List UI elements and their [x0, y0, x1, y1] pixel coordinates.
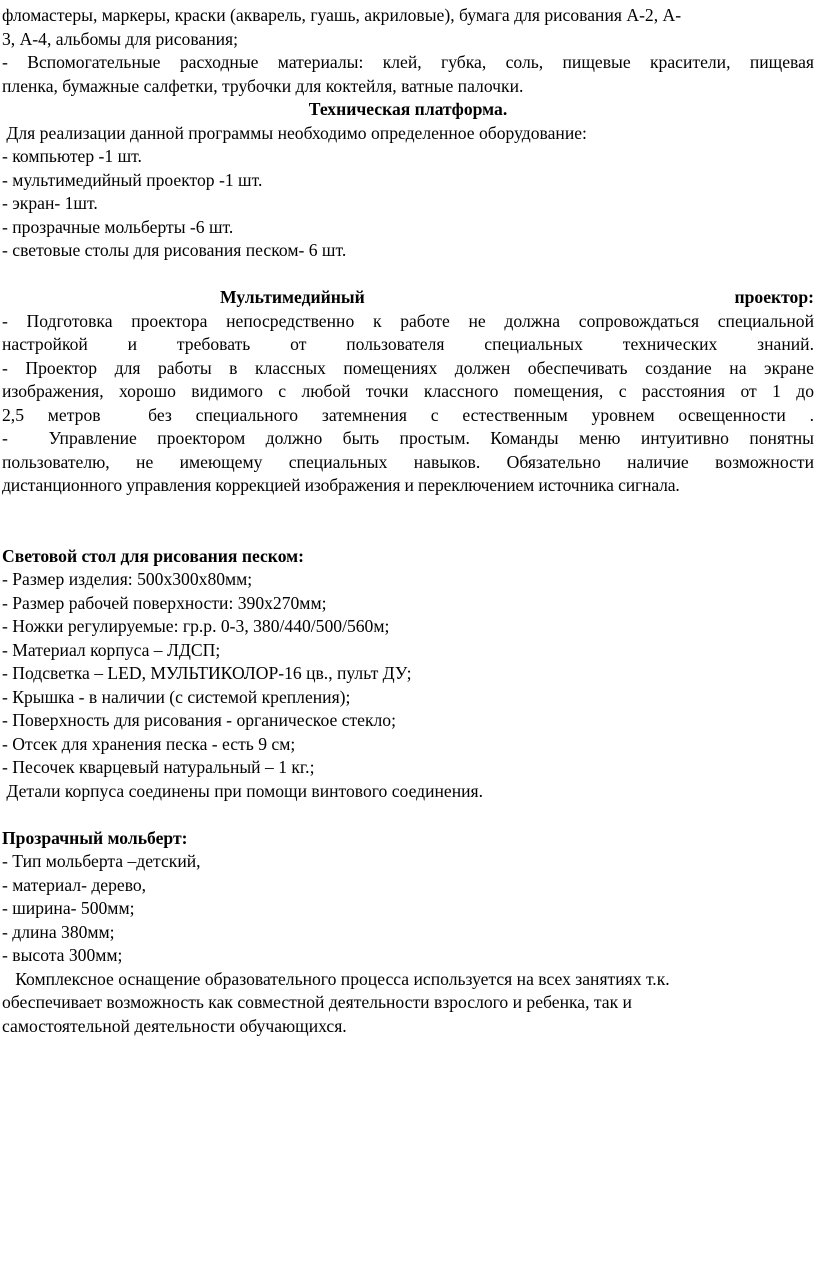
tech-item: - световые столы для рисования песком- 6 шт.	[2, 240, 347, 260]
projector-line: изображения, хорошо видимого с любой точки классного помещения, с расстояния от 1 до	[2, 381, 814, 401]
projector-line: настройкой и требовать от пользователя специальных технических знаний.	[2, 334, 814, 354]
sand-table-item: - Подсветка – LED, МУЛЬТИКОЛОР-16 цв., пульт ДУ;	[2, 663, 412, 683]
sand-table-note: Детали корпуса соединены при помощи винтового соединения.	[2, 780, 484, 801]
spacer	[2, 803, 814, 827]
projector-heading-right: проектор:	[734, 287, 814, 307]
easel-closing-line-1: Комплексное оснащение образовательного процесса используется на всех занятиях т.к.	[2, 968, 670, 989]
intro-line-1: фломастеры, маркеры, краски (акварель, гуашь, акриловые), бумага для рисования А-2, А-	[2, 5, 682, 25]
projector-heading	[2, 286, 814, 310]
intro-line-2: 3, А-4, альбомы для рисования;	[2, 28, 239, 49]
sand-table-item: - Ножки регулируемые: гр.р. 0-3, 380/440/500/560м;	[2, 616, 390, 636]
sand-table-item: - Песочек кварцевый натуральный – 1 кг.;	[2, 757, 315, 777]
spacer	[2, 498, 814, 545]
sand-table-item: - Отсек для хранения песка - есть 9 см;	[2, 733, 296, 754]
intro-line-4: пленка, бумажные салфетки, трубочки для коктейля, ватные палочки.	[2, 75, 524, 96]
sand-table-item: - Размер рабочей поверхности: 390х270мм;	[2, 592, 327, 613]
sand-table-item: - Материал корпуса – ЛДСП;	[2, 639, 221, 660]
sand-table-item: - Крышка - в наличии (с системой крепления);	[2, 686, 351, 707]
projector-heading-left: Мультимедийный	[220, 287, 365, 307]
easel-heading: Прозрачный мольберт:	[2, 827, 188, 848]
easel-closing-line-3: самостоятельной деятельности обучающихся.	[2, 1015, 347, 1036]
projector-line: пользователю, не имеющему специальных навыков. Обязательно наличие возможности	[2, 451, 814, 472]
easel-item: - материал- дерево,	[2, 874, 147, 895]
tech-item: - мультимедийный проектор -1 шт.	[2, 169, 263, 190]
easel-item: - высота 300мм;	[2, 945, 123, 965]
tech-heading: Техническая платформа.	[308, 99, 508, 119]
projector-line: - Подготовка проектора непосредственно к работе не должна сопровождаться специальной	[2, 310, 814, 331]
tech-item: - прозрачные мольберты -6 шт.	[2, 216, 234, 237]
sand-table-item: - Поверхность для рисования - органическое стекло;	[2, 710, 396, 730]
projector-line: 2,5 метров без специального затемнения с естественным уровнем освещенности .	[2, 404, 814, 425]
intro-line-3: - Вспомогательные расходные материалы: клей, губка, соль, пищевые красители, пищевая	[2, 52, 814, 72]
easel-item: - ширина- 500мм;	[2, 898, 135, 918]
tech-intro: Для реализации данной программы необходимо определенное оборудование:	[2, 122, 587, 143]
sand-table-item: - Размер изделия: 500х300х80мм;	[2, 569, 253, 589]
easel-item: - Тип мольберта –детский,	[2, 851, 201, 871]
easel-item: - длина 380мм;	[2, 921, 115, 942]
tech-item: - компьютер -1 шт.	[2, 146, 142, 166]
easel-closing-line-2: обеспечивает возможность как совместной деятельности взрослого и ребенка, так и	[2, 992, 632, 1012]
spacer	[2, 263, 814, 287]
projector-line: дистанционного управления коррекцией изображения и переключением источника сигнала.	[2, 475, 680, 495]
projector-line: - Проектор для работы в классных помещениях должен обеспечивать создание на экране	[2, 357, 814, 378]
sand-table-heading: Световой стол для рисования песком:	[2, 545, 304, 566]
document-page	[2, 4, 814, 1038]
tech-item: - экран- 1шт.	[2, 193, 98, 213]
projector-line: - Управление проектором должно быть простым. Команды меню интуитивно понятны	[2, 428, 814, 448]
